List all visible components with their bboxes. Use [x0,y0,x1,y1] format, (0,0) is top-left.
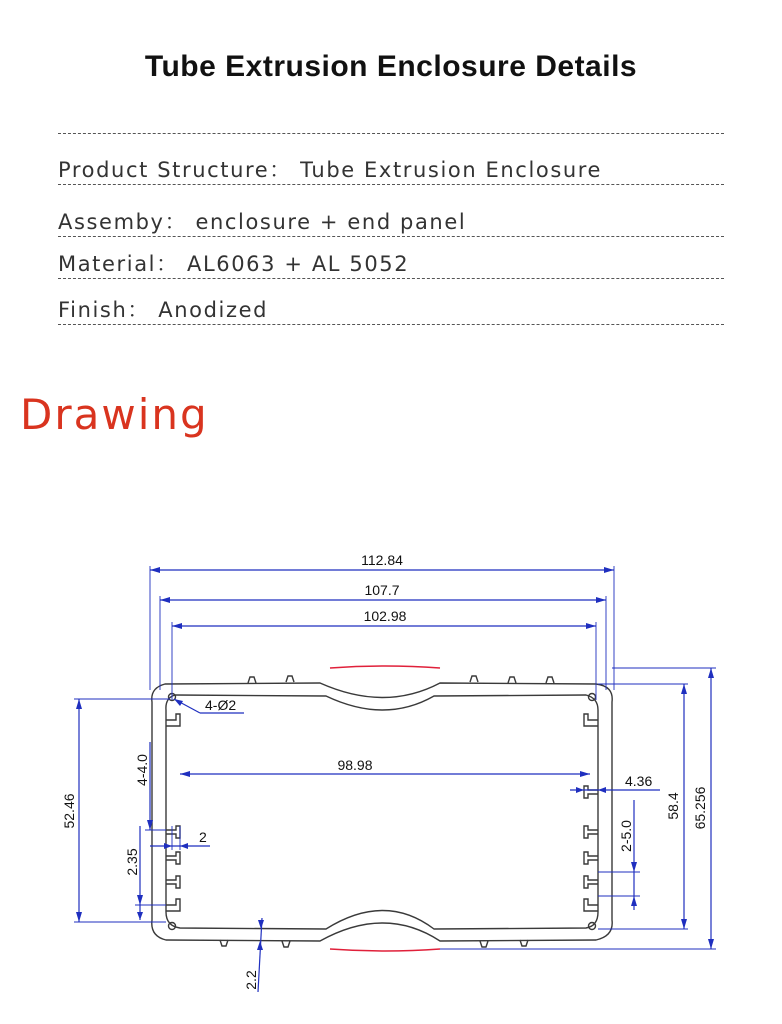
spec-row-structure [58,152,724,185]
dimension-width-inner [180,757,590,777]
dim-label: 2.2 [243,970,259,990]
drawing-heading: Drawing [20,390,209,439]
dim-label: 4-4.0 [134,754,150,786]
accent-arc-top [330,666,440,668]
spec-row-finish [58,292,724,325]
dim-label: 4-Ø2 [205,697,237,713]
dim-label: 52.46 [61,793,77,829]
spec-row-material [58,246,724,279]
dim-label: 2-5.0 [618,820,634,852]
dimension-hole [174,697,244,713]
dim-label: 98.98 [337,757,373,773]
dim-label: 2.35 [124,848,140,876]
dimension-height-left [61,699,170,922]
dimension-width-inner-top [172,608,596,700]
spec-row-assembly [58,204,724,237]
dim-label: 112.84 [361,552,403,568]
dim-label: 2 [199,829,207,845]
dimension-width-mid [160,582,606,690]
technical-drawing [0,540,782,1024]
dim-label: 102.98 [363,608,407,624]
dim-label: 58.4 [665,792,681,820]
dimension-rib-pitch [124,826,166,920]
dim-label: 4.36 [625,773,653,789]
spec-text: Finish： Anodized [58,298,269,322]
spec-divider [58,133,724,134]
dimension-slot-left [134,742,166,830]
dimension-wall-side [570,773,660,793]
page-title: Tube Extrusion Enclosure Details [144,50,638,83]
accent-arc-bottom [330,949,440,951]
dim-label: 65.256 [692,786,708,830]
dim-label: 107.7 [364,582,400,598]
dimension-slot-right [598,800,640,910]
spec-text: Assemby： enclosure + end panel [58,210,467,234]
spec-text: Material： AL6063 + AL 5052 [58,252,410,276]
spec-text: Product Structure： Tube Extrusion Enclosure [58,158,603,182]
